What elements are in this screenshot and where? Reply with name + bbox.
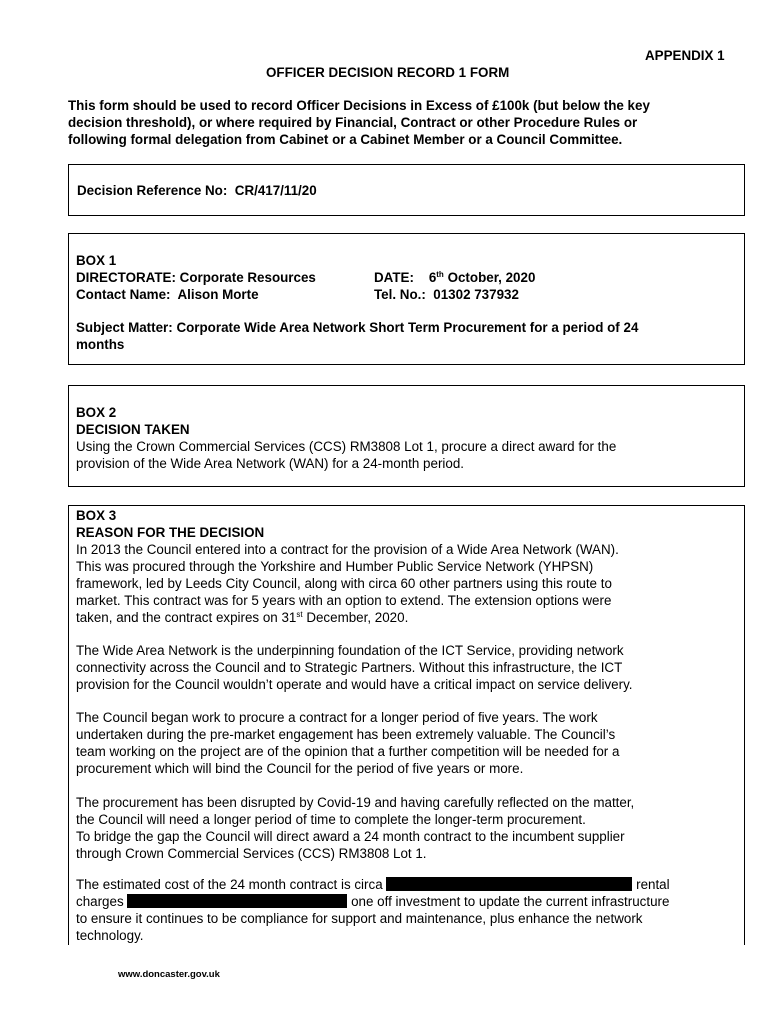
reason-paragraph-2 [76,642,633,693]
date-suffix: th [436,270,444,279]
reason-paragraph-4 [76,794,634,862]
expiry-suffix: st [296,610,303,619]
reason-line: To bridge the gap the Council will direct award a 24 month contract to the incumbent supplier [76,829,625,844]
date-line [374,269,535,286]
box-1 [68,233,745,365]
reason-line: undertaken during the pre-market engagement has been extremely valuable. The Council’s [76,727,616,742]
reason-line: This was procured through the Yorkshire and Humber Public Service Network (YHPSN) [76,559,594,574]
tel-line [374,286,519,303]
reason-line: the Council will need a longer period of time to complete the longer-term procurement. [76,812,586,827]
box-2-heading: BOX 2 [76,405,117,420]
box-3 [68,505,745,945]
subject-line: Subject Matter: Corporate Wide Area Network Short Term Procurement for a period of 24 [76,320,639,335]
reason-line: In 2013 the Council entered into a contract for the provision of a Wide Area Network (WAN). [76,542,619,557]
form-title: OFFICER DECISION RECORD 1 FORM [266,65,510,80]
decision-line: provision of the Wide Area Network (WAN) for a 24-month period. [76,456,464,471]
contact-value: Alison Morte [177,287,259,302]
directorate-value: Corporate Resources [179,270,316,285]
reason-line: market. This contract was for 5 years with an option to extend. The extension options were [76,593,612,608]
cost-line-1 [76,876,736,893]
decision-line: Using the Crown Commercial Services (CCS) RM3808 Lot 1, procure a direct award for the [76,439,617,454]
cost-text: rental [636,877,670,892]
reason-paragraph-3 [76,709,619,777]
box-2-subheading: DECISION TAKEN [76,422,190,437]
tel-label: Tel. No.: [374,287,426,302]
date-label: DATE: [374,270,414,285]
intro-line: decision threshold), or where required by Financial, Contract or other Procedure Rules or [68,115,638,130]
cost-line-2 [76,893,736,910]
appendix-label: APPENDIX 1 [645,48,725,63]
box-1-heading: BOX 1 [76,253,117,268]
reason-line: The procurement has been disrupted by Covid-19 and having carefully reflected on the matter, [76,795,635,810]
cost-text: one off investment to update the current infrastructure [351,894,670,909]
directorate-label: DIRECTORATE: [76,270,176,285]
reason-line: team working on the project are of the opinion that a further competition will be needed for a [76,744,620,759]
contact-label: Contact Name: [76,287,171,302]
redaction-bar [127,894,347,908]
reason-paragraph-5 [76,876,736,944]
expiry-text: taken, and the contract expires on 31 [76,610,297,625]
expiry-date: December, 2020. [302,610,409,625]
redaction-bar [386,877,632,891]
reason-line: The Council began work to procure a contract for a longer period of five years. The work [76,710,598,725]
reason-line: through Crown Commercial Services (CCS) RM3808 Lot 1. [76,846,427,861]
reason-line: to ensure it continues to be compliance for support and maintenance, plus enhance the network [76,911,643,926]
reference-box [68,164,745,216]
cost-text: charges [76,894,124,909]
intro-paragraph [68,97,650,148]
subject-line: months [76,337,125,352]
directorate-line [76,269,316,286]
reference-value: CR/417/11/20 [234,183,317,198]
contact-line [76,286,259,303]
intro-line: following formal delegation from Cabinet or a Cabinet Member or a Council Committee. [68,132,623,147]
reason-line: provision for the Council wouldn’t operate and would have a critical impact on service delivery. [76,677,633,692]
reason-line [76,609,619,626]
reason-line: technology. [76,928,144,943]
footer-website: www.doncaster.gov.uk [118,969,220,980]
reason-line: framework, led by Leeds City Council, along with circa 60 other partners using this route to [76,576,612,591]
box-3-subheading: REASON FOR THE DECISION [76,525,265,540]
reference-label: Decision Reference No: [77,183,228,198]
reason-line: connectivity across the Council and to Strategic Partners. Without this infrastructure, the ICT [76,660,623,675]
date-rest: October, 2020 [447,270,536,285]
date-day: 6 [428,270,437,285]
reason-line: The Wide Area Network is the underpinning foundation of the ICT Service, providing network [76,643,624,658]
decision-text [76,438,616,472]
box-3-heading: BOX 3 [76,508,117,523]
subject-matter [76,319,638,353]
intro-line: This form should be used to record Officer Decisions in Excess of £100k (but below the key [68,98,650,113]
date-value [429,270,536,285]
cost-text: The estimated cost of the 24 month contract is circa [76,877,383,892]
reason-line: procurement which will bind the Council for the period of five years or more. [76,761,524,776]
reason-paragraph-1 [76,541,619,626]
reference-line [77,182,317,199]
box-2 [68,385,745,487]
tel-value: 01302 737932 [433,287,519,302]
